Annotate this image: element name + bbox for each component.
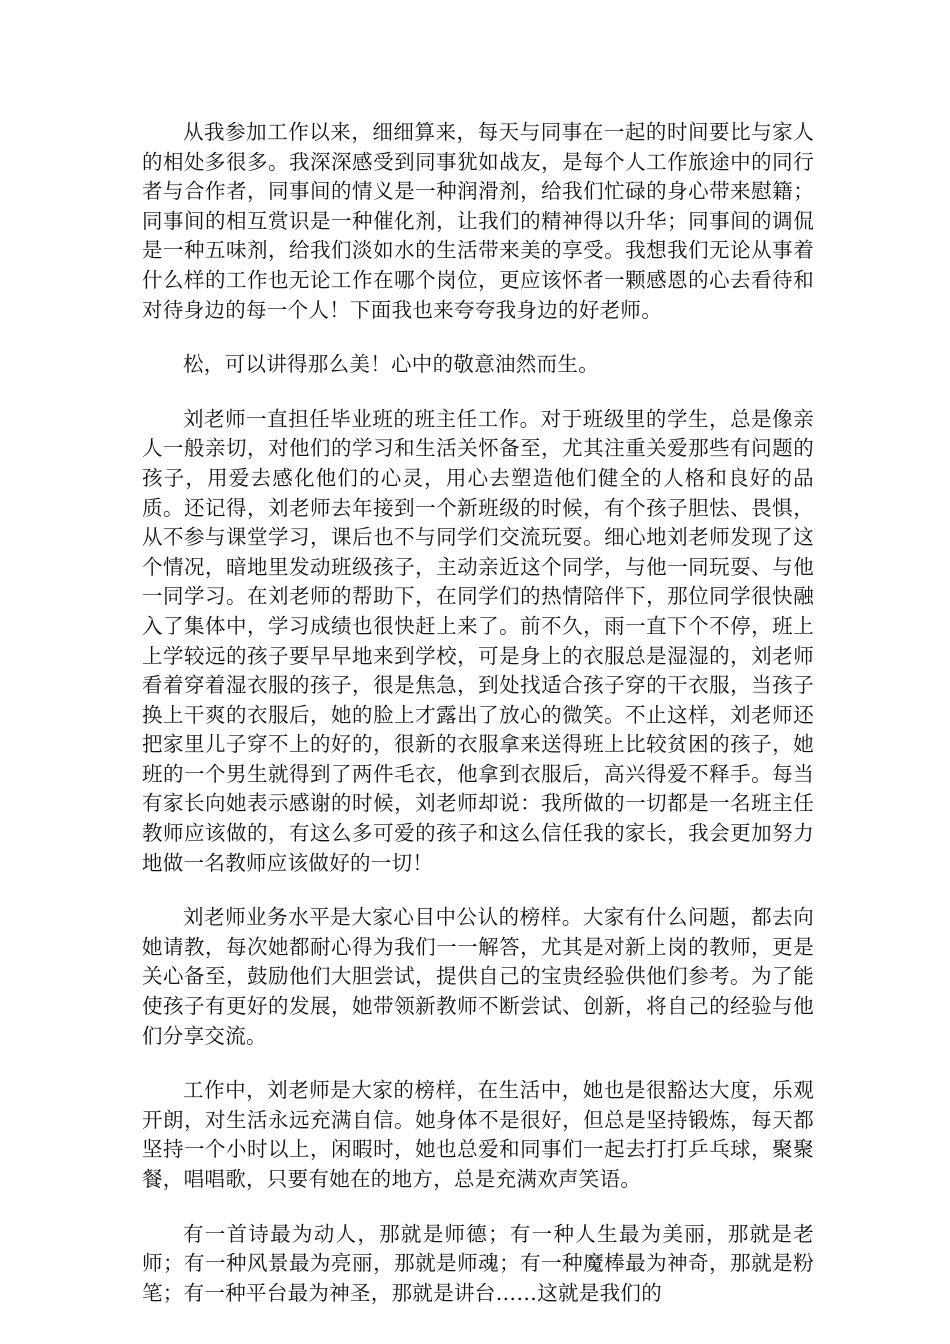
paragraph-1: 从我参加工作以来，细细算来，每天与同事在一起的时间要比与家人的相处多很多。我深深感受到同事犹如战友，是每个人工作旅途中的同行者与合作者，同事间的情义是一种润滑剂，给我们忙碌的身心带来慰籍；同事间的相互赏识是一种催化剂，让我们的精神得以升华；同事间的调侃是一种五味剂，给我们淡如水的生活带来美的享受。我想我们无论从事着什么样的工作也无论工作在哪个岗位，更应该怀者一颗感恩的心去看待和对待身边的每一个人！下面我也来夸夸我身边的好老师。 [142, 120, 814, 322]
paragraph-4: 刘老师业务水平是大家心目中公认的榜样。大家有什么问题，都去向她请教，每次她都耐心得为我们一一解答，尤其是对新上岗的教师，更是关心备至，鼓励他们大胆尝试，提供自己的宝贵经验供他们参考。为了能使孩子有更好的发展，她带领新教师不断尝试、创新，将自己的经验与他们分享交流。 [142, 905, 814, 1048]
paragraph-3: 刘老师一直担任毕业班的班主任工作。对于班级里的学生，总是像亲人一般亲切，对他们的学习和生活关怀备至，尤其注重关爱那些有问题的孩子，用爱去感化他们的心灵，用心去塑造他们健全的人格和良好的品质。还记得，刘老师去年接到一个新班级的时候，有个孩子胆怯、畏惧，从不参与课堂学习，课后也不与同学们交流玩耍。细心地刘老师发现了这个情况，暗地里发动班级孩子，主动亲近这个同学，与他一同玩耍、与他一同学习。在刘老师的帮助下，在同学们的热情陪伴下，那位同学很快融入了集体中，学习成绩也很快赶上来了。前不久，雨一直下个不停，班上上学较远的孩子要早早地来到学校，可是身上的衣服总是湿湿的，刘老师看着穿着湿衣服的孩子，很是焦急，到处找适合孩子穿的干衣服，当孩子换上干爽的衣服后，她的脸上才露出了放心的微笑。不止这样，刘老师还把家里儿子穿不上的好的，很新的衣服拿来送得班上比较贫困的孩子，她班的一个男生就得到了两件毛衣，他拿到衣服后，高兴得爱不释手。每当有家长向她表示感谢的时候，刘老师却说：我所做的一切都是一名班主任教师应该做的，有这么多可爱的孩子和这么信任我的家长，我会更加努力地做一名教师应该做好的一切！ [142, 406, 814, 875]
paragraph-5: 工作中，刘老师是大家的榜样，在生活中，她也是很豁达大度，乐观开朗，对生活永远充满自信。她身体不是很好，但总是坚持锻炼，每天都坚持一个小时以上，闲暇时，她也总爱和同事们一起去打打乒乓球，聚聚餐，唱唱歌，只要有她在的地方，总是充满欢声笑语。 [142, 1078, 814, 1191]
document-body [142, 118, 814, 1333]
paragraph-6: 有一首诗最为动人，那就是师德；有一种人生最为美丽，那就是老师；有一种风景最为亮丽，那就是师魂；有一种魔棒最为神奇，那就是粉笔；有一种平台最为神圣，那就是讲台……这就是我们的 [142, 1221, 814, 1305]
paragraph-2: 松，可以讲得那么美！心中的敬意油然而生。 [183, 352, 599, 377]
